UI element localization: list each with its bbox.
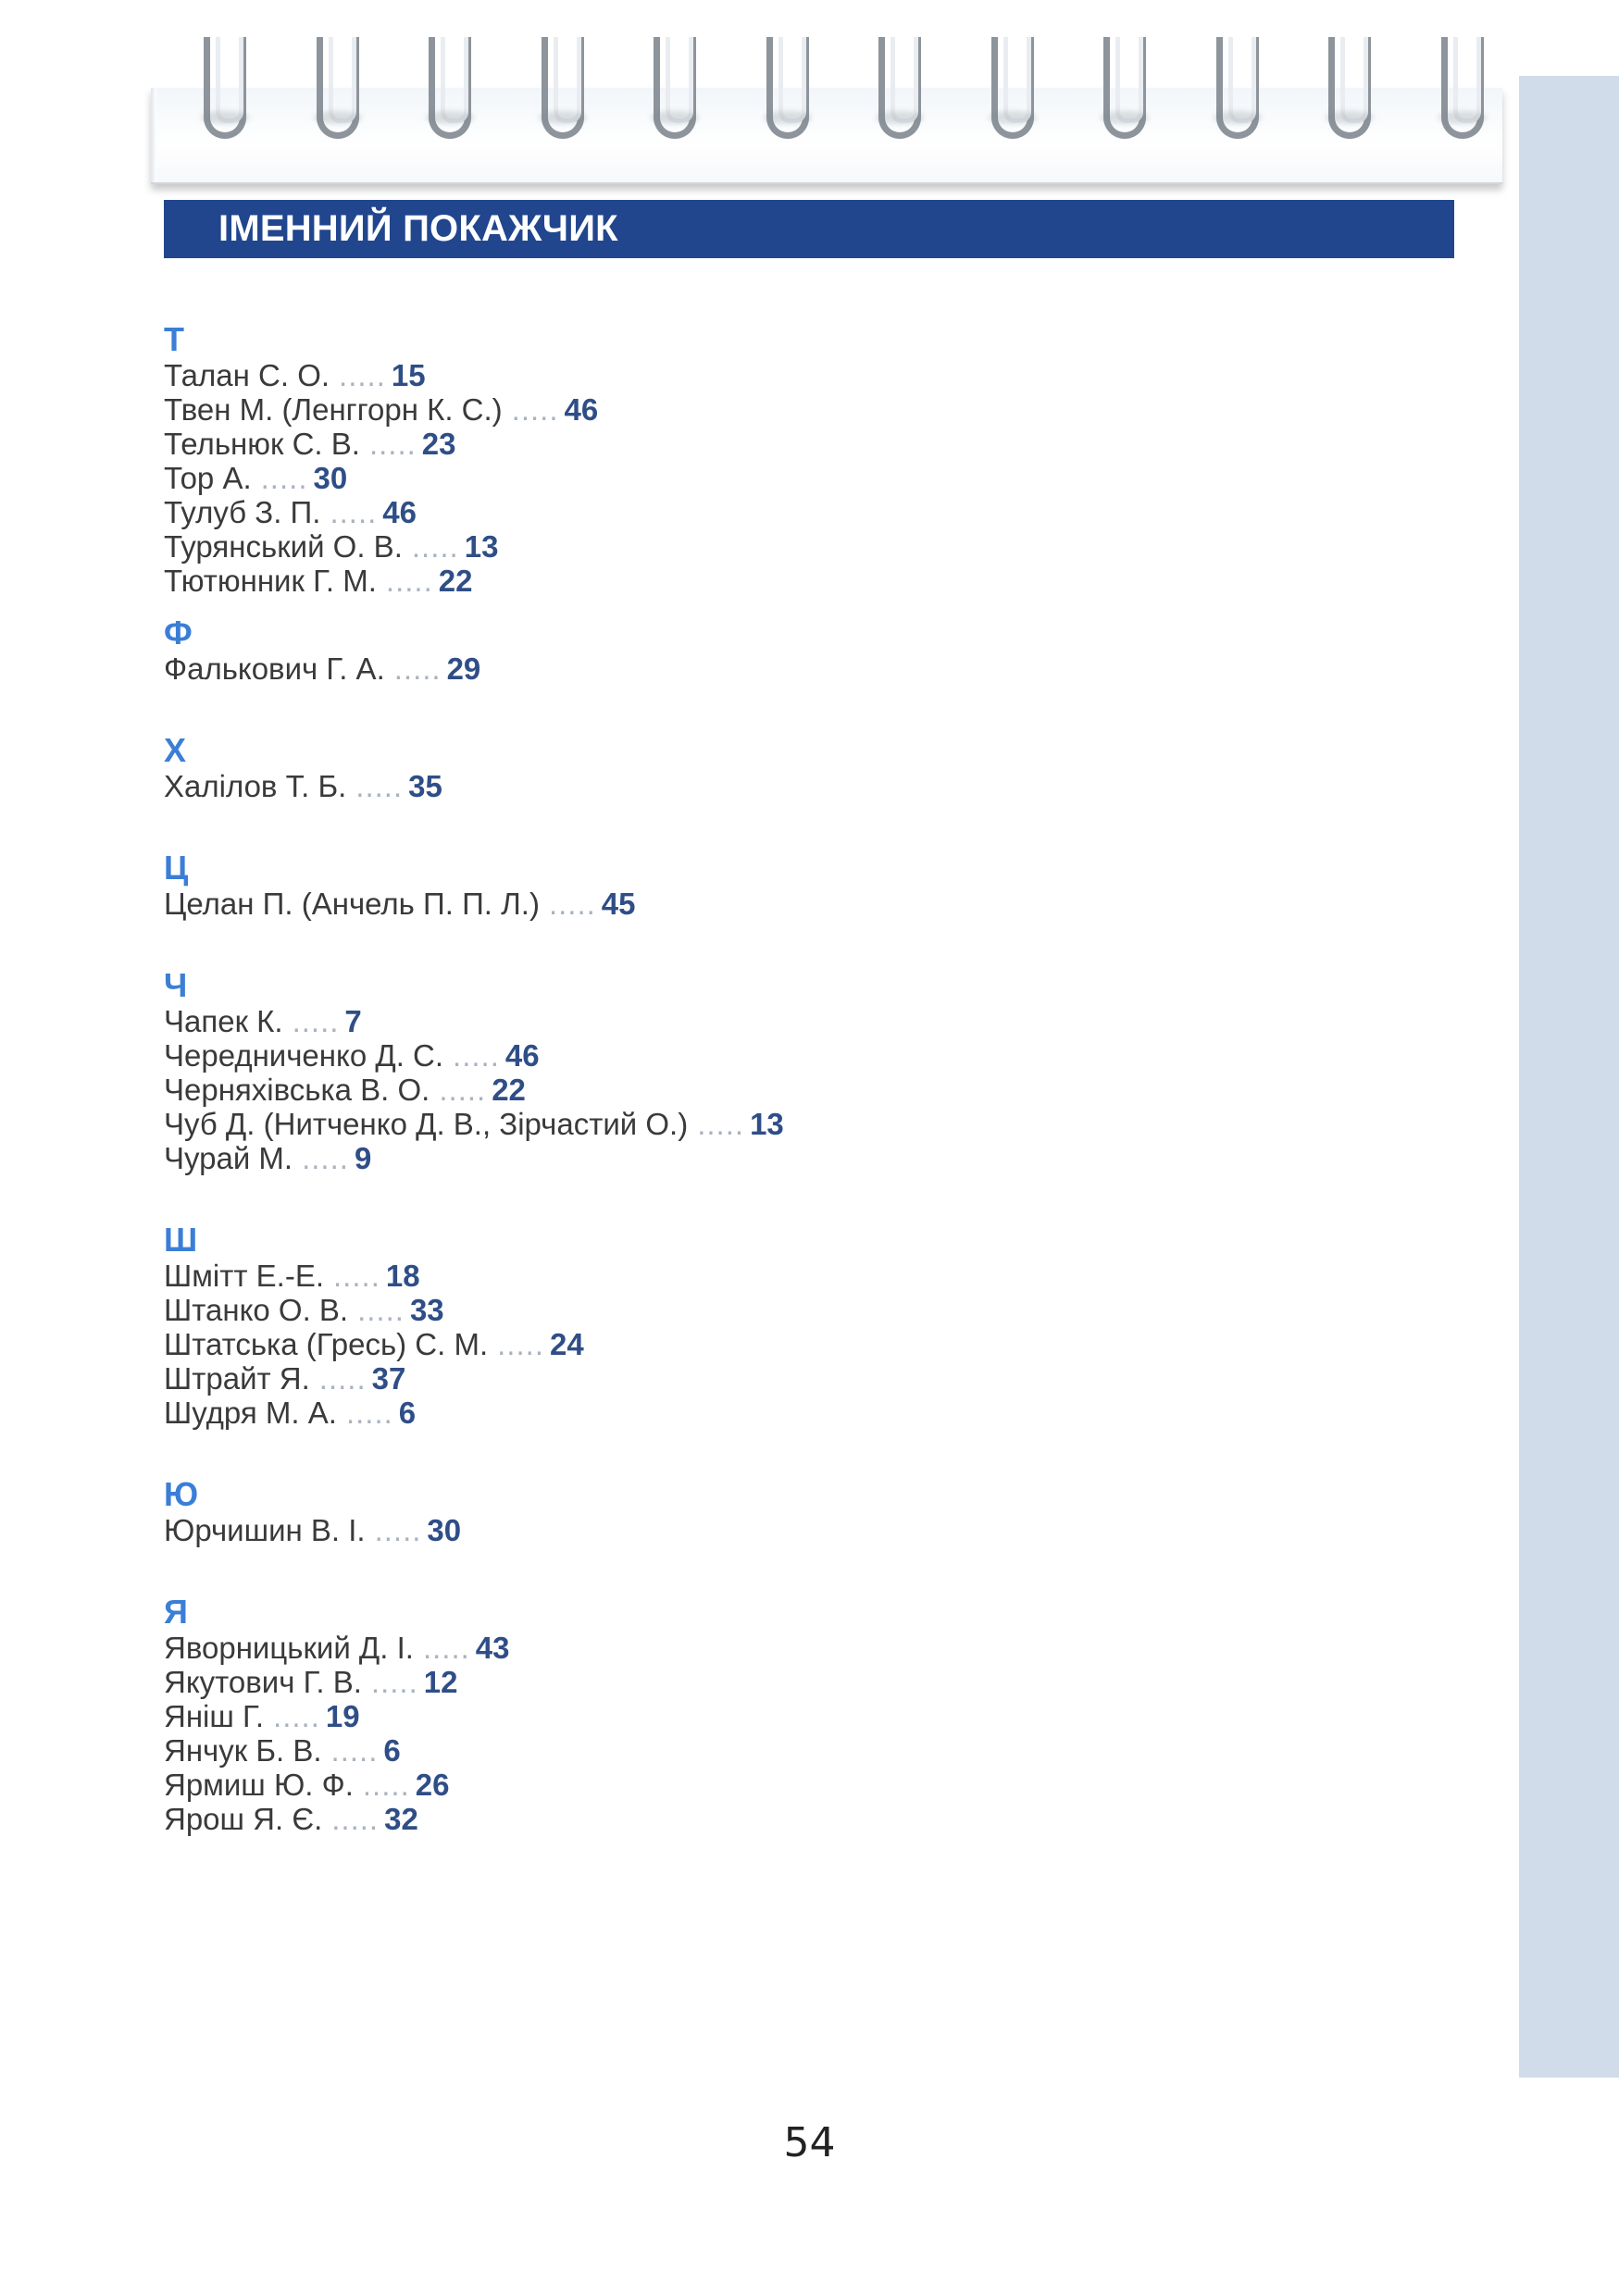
leader-dots: ..... xyxy=(497,1327,544,1361)
leader-dots: ..... xyxy=(393,652,442,686)
entry-name: Янчук Б. В. xyxy=(164,1733,322,1768)
index-entry xyxy=(164,1293,1460,1327)
entry-name: Твен М. (Ленггорн К. С.) xyxy=(164,392,503,427)
index-group xyxy=(164,1476,1460,1547)
leader-dots: ..... xyxy=(453,1038,500,1073)
spiral-ring-icon xyxy=(317,37,359,139)
entry-page: 46 xyxy=(382,495,417,529)
index-entry xyxy=(164,529,1460,564)
entry-name: Тельнюк С. В. xyxy=(164,427,360,461)
entry-page: 9 xyxy=(354,1141,372,1175)
entry-name: Чуб Д. (Нитченко Д. В., Зірчастий О.) xyxy=(164,1107,689,1141)
side-strip xyxy=(1519,76,1619,2078)
index-entry xyxy=(164,1768,1460,1802)
leader-dots: ..... xyxy=(292,1004,340,1038)
entry-name: Халілов Т. Б. xyxy=(164,769,347,803)
index-entry xyxy=(164,1004,1460,1038)
index-entry xyxy=(164,652,1460,686)
entry-page: 46 xyxy=(564,392,599,427)
entry-name: Юрчишин В. І. xyxy=(164,1513,366,1547)
spiral-ring-icon xyxy=(1328,37,1371,139)
index-group xyxy=(164,850,1460,921)
entry-name: Яніш Г. xyxy=(164,1699,265,1733)
index-entry xyxy=(164,392,1460,427)
spiral-rings xyxy=(0,37,1619,148)
entry-page: 46 xyxy=(504,1038,540,1073)
entry-page: 13 xyxy=(750,1107,784,1141)
entry-name: Штатська (Гресь) С. М. xyxy=(164,1327,489,1361)
entry-name: Черняхівська В. О. xyxy=(164,1073,430,1107)
leader-dots: ..... xyxy=(362,1768,410,1802)
entry-name: Турянський О. В. xyxy=(164,529,403,564)
leader-dots: ..... xyxy=(273,1699,320,1733)
entry-page: 22 xyxy=(492,1073,526,1107)
leader-dots: ..... xyxy=(302,1141,349,1175)
entry-page: 29 xyxy=(446,652,481,686)
index-letter: Я xyxy=(164,1593,188,1631)
leader-dots: ..... xyxy=(385,564,433,598)
leader-dots: ..... xyxy=(368,427,417,461)
index-entry xyxy=(164,1327,1460,1361)
leader-dots: ..... xyxy=(260,461,308,495)
leader-dots: ..... xyxy=(511,392,559,427)
index-entry xyxy=(164,769,1460,803)
entry-page: 30 xyxy=(427,1513,462,1547)
entry-name: Якутович Г. В. xyxy=(164,1665,362,1699)
entry-page: 37 xyxy=(371,1361,406,1396)
entry-name: Шудря М. А. xyxy=(164,1396,337,1430)
page-number: 54 xyxy=(783,2119,836,2166)
leader-dots: ..... xyxy=(548,887,596,921)
leader-dots: ..... xyxy=(331,1802,380,1836)
index-entry xyxy=(164,1259,1460,1293)
spiral-ring-icon xyxy=(1441,37,1484,139)
leader-dots: ..... xyxy=(330,495,378,529)
leader-dots: ..... xyxy=(439,1073,487,1107)
index-letter: Ц xyxy=(164,849,189,887)
leader-dots: ..... xyxy=(330,1733,379,1768)
index-entry xyxy=(164,1107,1460,1141)
leader-dots: ..... xyxy=(318,1361,367,1396)
entry-name: Талан С. О. xyxy=(164,358,330,392)
entry-name: Тютюнник Г. М. xyxy=(164,564,377,598)
index-letter: Ш xyxy=(164,1221,198,1259)
entry-name: Штанко О. В. xyxy=(164,1293,349,1327)
entry-name: Шмітт Е.-Е. xyxy=(164,1259,325,1293)
leader-dots: ..... xyxy=(422,1631,470,1665)
index-group xyxy=(164,1222,1460,1430)
leader-dots: ..... xyxy=(411,529,459,564)
leader-dots: ..... xyxy=(697,1107,745,1141)
index-letter: Ч xyxy=(164,966,188,1004)
index-letter: Ф xyxy=(164,614,193,652)
index-group xyxy=(164,732,1460,803)
spiral-ring-icon xyxy=(766,37,809,139)
spiral-ring-icon xyxy=(1216,37,1259,139)
entry-name: Яворницький Д. І. xyxy=(164,1631,414,1665)
entry-page: 30 xyxy=(313,461,348,495)
index-group xyxy=(164,614,1460,686)
spiral-ring-icon xyxy=(204,37,246,139)
index-group xyxy=(164,967,1460,1175)
leader-dots: ..... xyxy=(374,1513,422,1547)
index-entry xyxy=(164,427,1460,461)
index-entry xyxy=(164,1631,1460,1665)
entry-name: Целан П. (Анчель П. П. Л.) xyxy=(164,887,540,921)
index-entry xyxy=(164,495,1460,529)
leader-dots: ..... xyxy=(333,1259,380,1293)
entry-page: 15 xyxy=(391,358,426,392)
leader-dots: ..... xyxy=(357,1293,405,1327)
index-entry xyxy=(164,564,1460,598)
spiral-ring-icon xyxy=(878,37,921,139)
entry-page: 33 xyxy=(409,1293,444,1327)
entry-page: 19 xyxy=(325,1699,360,1733)
entry-name: Тор А. xyxy=(164,461,252,495)
index-entry xyxy=(164,887,1460,921)
entry-page: 32 xyxy=(384,1802,418,1836)
index-entry xyxy=(164,1361,1460,1396)
index-entry xyxy=(164,1665,1460,1699)
entry-page: 7 xyxy=(344,1004,362,1038)
spiral-ring-icon xyxy=(654,37,696,139)
entry-name: Штрайт Я. xyxy=(164,1361,310,1396)
title-bar xyxy=(164,200,1454,258)
index-entry xyxy=(164,1396,1460,1430)
page-title: ІМЕННИЙ ПОКАЖЧИК xyxy=(218,208,618,249)
entry-page: 24 xyxy=(549,1327,584,1361)
entry-page: 43 xyxy=(475,1631,510,1665)
leader-dots: ..... xyxy=(345,1396,393,1430)
entry-page: 35 xyxy=(408,769,442,803)
entry-name: Чередниченко Д. С. xyxy=(164,1038,444,1073)
entry-name: Чапек К. xyxy=(164,1004,283,1038)
leader-dots: ..... xyxy=(355,769,404,803)
entry-page: 23 xyxy=(421,427,456,461)
index-letter: Ю xyxy=(164,1475,199,1513)
entry-page: 6 xyxy=(383,1733,401,1768)
leader-dots: ..... xyxy=(339,358,386,392)
index-entry xyxy=(164,1073,1460,1107)
entry-name: Ярмиш Ю. Ф. xyxy=(164,1768,354,1802)
index-entry xyxy=(164,1141,1460,1175)
spiral-ring-icon xyxy=(1103,37,1146,139)
spiral-ring-icon xyxy=(991,37,1034,139)
entry-page: 45 xyxy=(601,887,636,921)
entry-name: Чурай М. xyxy=(164,1141,293,1175)
entry-name: Фалькович Г. А. xyxy=(164,652,385,686)
index-entry xyxy=(164,358,1460,392)
entry-page: 18 xyxy=(385,1259,420,1293)
entry-page: 12 xyxy=(423,1665,458,1699)
entry-name: Тулуб З. П. xyxy=(164,495,321,529)
name-index xyxy=(164,321,1460,1836)
index-group xyxy=(164,321,1460,598)
entry-name: Ярош Я. Є. xyxy=(164,1802,323,1836)
index-entry xyxy=(164,1513,1460,1547)
index-entry xyxy=(164,1733,1460,1768)
index-entry xyxy=(164,1038,1460,1073)
spiral-ring-icon xyxy=(542,37,584,139)
index-entry xyxy=(164,461,1460,495)
index-group xyxy=(164,1594,1460,1836)
index-entry xyxy=(164,1802,1460,1836)
entry-page: 22 xyxy=(438,564,473,598)
index-letter: Т xyxy=(164,320,184,358)
entry-page: 13 xyxy=(464,529,499,564)
entry-page: 6 xyxy=(398,1396,417,1430)
entry-page: 26 xyxy=(415,1768,450,1802)
leader-dots: ..... xyxy=(370,1665,418,1699)
spiral-ring-icon xyxy=(429,37,471,139)
index-entry xyxy=(164,1699,1460,1733)
index-letter: Х xyxy=(164,731,187,769)
